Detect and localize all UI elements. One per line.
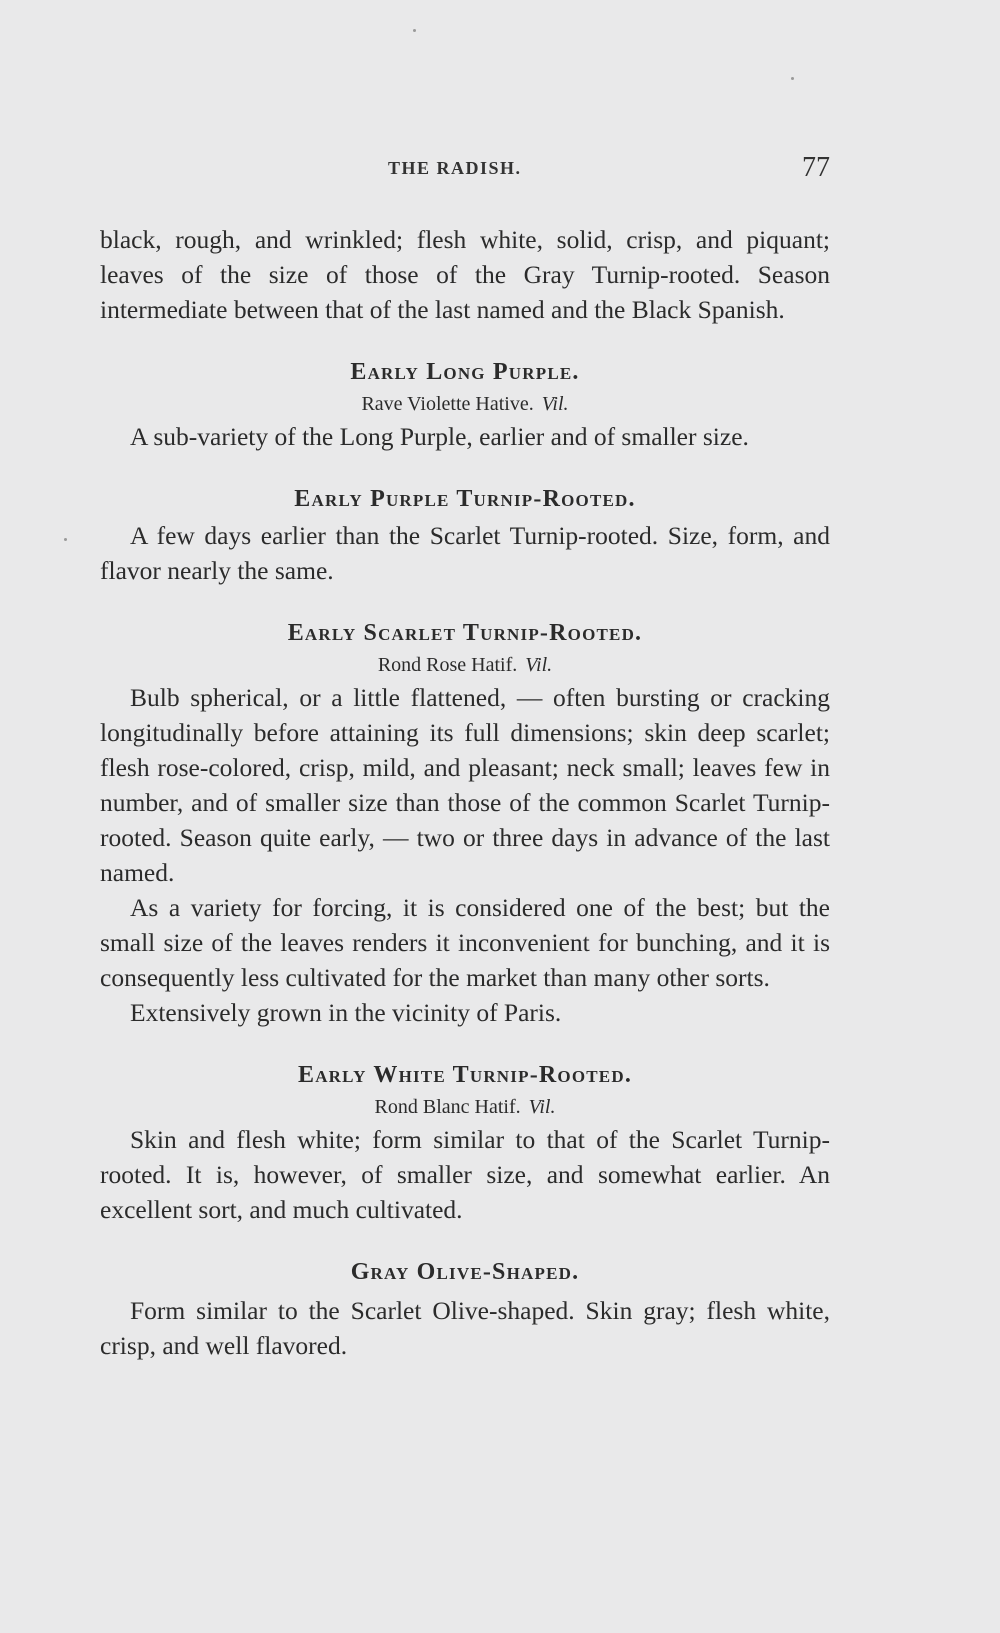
variety-paragraph: As a variety for forcing, it is considered one of the best; but the small size of the leaves renders it inconvenient for bunching, and it is consequently less cultivated for the market than many other sorts. xyxy=(100,893,830,992)
variety-synonym: Rave Violette Hative. xyxy=(361,393,534,415)
variety-synonym-line xyxy=(100,650,830,680)
synonym-abbreviation: Vil. xyxy=(525,654,553,676)
variety-paragraph: A sub-variety of the Long Purple, earlier and of smaller size. xyxy=(130,422,749,451)
variety-section xyxy=(100,616,830,1030)
variety-paragraph: A few days earlier than the Scarlet Turnip-rooted. Size, form, and flavor nearly the same. xyxy=(100,521,830,585)
variety-paragraph: Form similar to the Scarlet Olive-shaped. Skin gray; flesh white, crisp, and well flavored. xyxy=(100,1296,830,1360)
variety-heading: Early Scarlet Turnip-Rooted. xyxy=(287,620,643,646)
synonym-abbreviation: Vil. xyxy=(541,393,569,415)
variety-synonym-line xyxy=(100,1092,830,1122)
variety-paragraph: Extensively grown in the vicinity of Paris. xyxy=(130,998,562,1027)
intro-paragraph: black, rough, and wrinkled; flesh white, solid, crisp, and piquant; leaves of the size of those of the Gray Turnip-rooted. Season intermediate between that of the last named and the Black Spanish. xyxy=(100,225,830,324)
running-title: THE RADISH. xyxy=(388,158,522,178)
variety-heading: Early Purple Turnip-Rooted. xyxy=(294,486,636,512)
variety-synonym-line xyxy=(100,389,830,419)
variety-section xyxy=(100,355,830,454)
variety-section xyxy=(100,1255,830,1363)
variety-synonym: Rond Blanc Hatif. xyxy=(374,1096,521,1118)
print-speck xyxy=(791,77,794,80)
variety-paragraph: Skin and flesh white; form similar to that of the Scarlet Turnip-rooted. It is, however, of smaller size, and somewhat earlier. An excellent sort, and much cultivated. xyxy=(100,1125,830,1224)
synonym-abbreviation: Vil. xyxy=(528,1096,556,1118)
running-head xyxy=(100,152,830,186)
print-speck xyxy=(64,538,67,541)
body-text xyxy=(100,222,830,1363)
print-speck xyxy=(413,29,416,32)
variety-heading: Early White Turnip-Rooted. xyxy=(297,1062,633,1088)
variety-heading: Early Long Purple. xyxy=(350,359,580,385)
variety-section xyxy=(100,482,830,588)
page-number: 77 xyxy=(802,152,830,183)
variety-heading: Gray Olive-Shaped. xyxy=(350,1259,580,1285)
variety-section xyxy=(100,1058,830,1227)
variety-paragraph: Bulb spherical, or a little flattened, — often bursting or cracking longitudinally before attaining its full dimensions; skin deep scarlet; flesh rose-colored, crisp, mild, and pleasant; neck small; leaves few in number, and of smaller size than those of the common Scarlet Turnip-rooted. Season quite early, — two or three days in advance of the last named. xyxy=(100,683,830,887)
variety-synonym: Rond Rose Hatif. xyxy=(377,654,518,676)
